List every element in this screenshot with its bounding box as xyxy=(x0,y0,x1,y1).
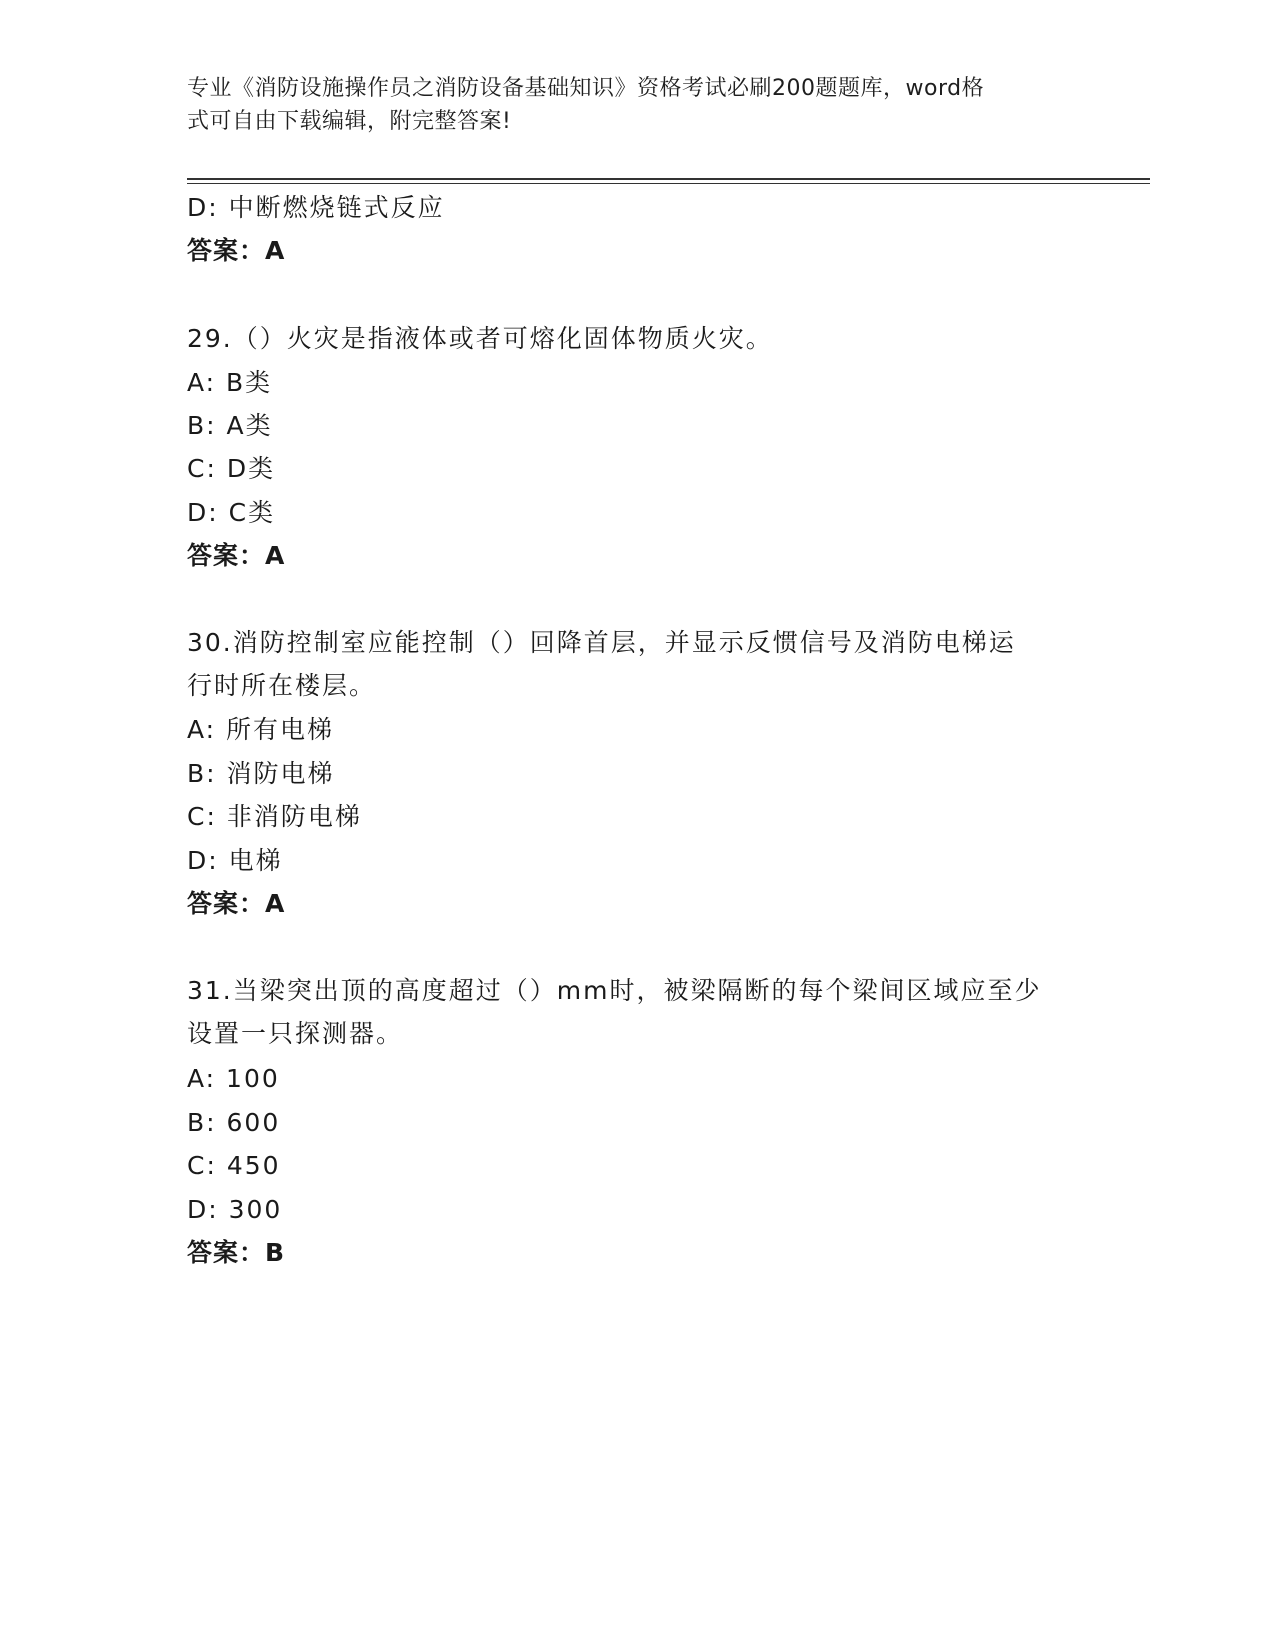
q31-option-a: A: 100 xyxy=(187,1064,280,1093)
prev-question-answer: 答案：A xyxy=(187,236,286,265)
q30-option-c: C: 非消防电梯 xyxy=(187,802,362,831)
q30-answer: 答案：A xyxy=(187,889,286,918)
q29-option-c: C: D类 xyxy=(187,454,276,483)
q31-stem-line-1: 31.当梁突出顶的高度超过（）mm时，被梁隔断的每个梁间区域应至少 xyxy=(187,976,1042,1005)
q30-stem-line-2: 行时所在楼层。 xyxy=(187,671,377,700)
q29-answer: 答案：A xyxy=(187,541,286,570)
q29-option-b: B: A类 xyxy=(187,411,273,440)
q30-option-b: B: 消防电梯 xyxy=(187,759,335,788)
document-header xyxy=(187,72,1067,138)
q31-option-c: C: 450 xyxy=(187,1151,281,1180)
q31-stem-line-2: 设置一只探测器。 xyxy=(187,1019,404,1048)
q30-stem-line-1: 30.消防控制室应能控制（）回降首层，并显示反惯信号及消防电梯运 xyxy=(187,628,1016,657)
prev-question-option-d: D: 中断燃烧链式反应 xyxy=(187,193,445,222)
q31-option-d: D: 300 xyxy=(187,1195,283,1224)
q30-option-d: D: 电梯 xyxy=(187,846,283,875)
header-divider-thick xyxy=(187,178,1150,180)
q31-answer: 答案：B xyxy=(187,1238,286,1267)
header-divider-thin xyxy=(187,183,1150,184)
q29-option-a: A: B类 xyxy=(187,368,273,397)
q29-stem: 29.（）火灾是指液体或者可熔化固体物质火灾。 xyxy=(187,324,773,353)
q29-option-d: D: C类 xyxy=(187,498,276,527)
header-line-2: 式可自由下载编辑，附完整答案! xyxy=(187,109,512,134)
header-line-1: 专业《消防设施操作员之消防设备基础知识》资格考试必刷200题题库，word格 xyxy=(187,76,985,101)
q31-option-b: B: 600 xyxy=(187,1108,281,1137)
q30-option-a: A: 所有电梯 xyxy=(187,715,335,744)
